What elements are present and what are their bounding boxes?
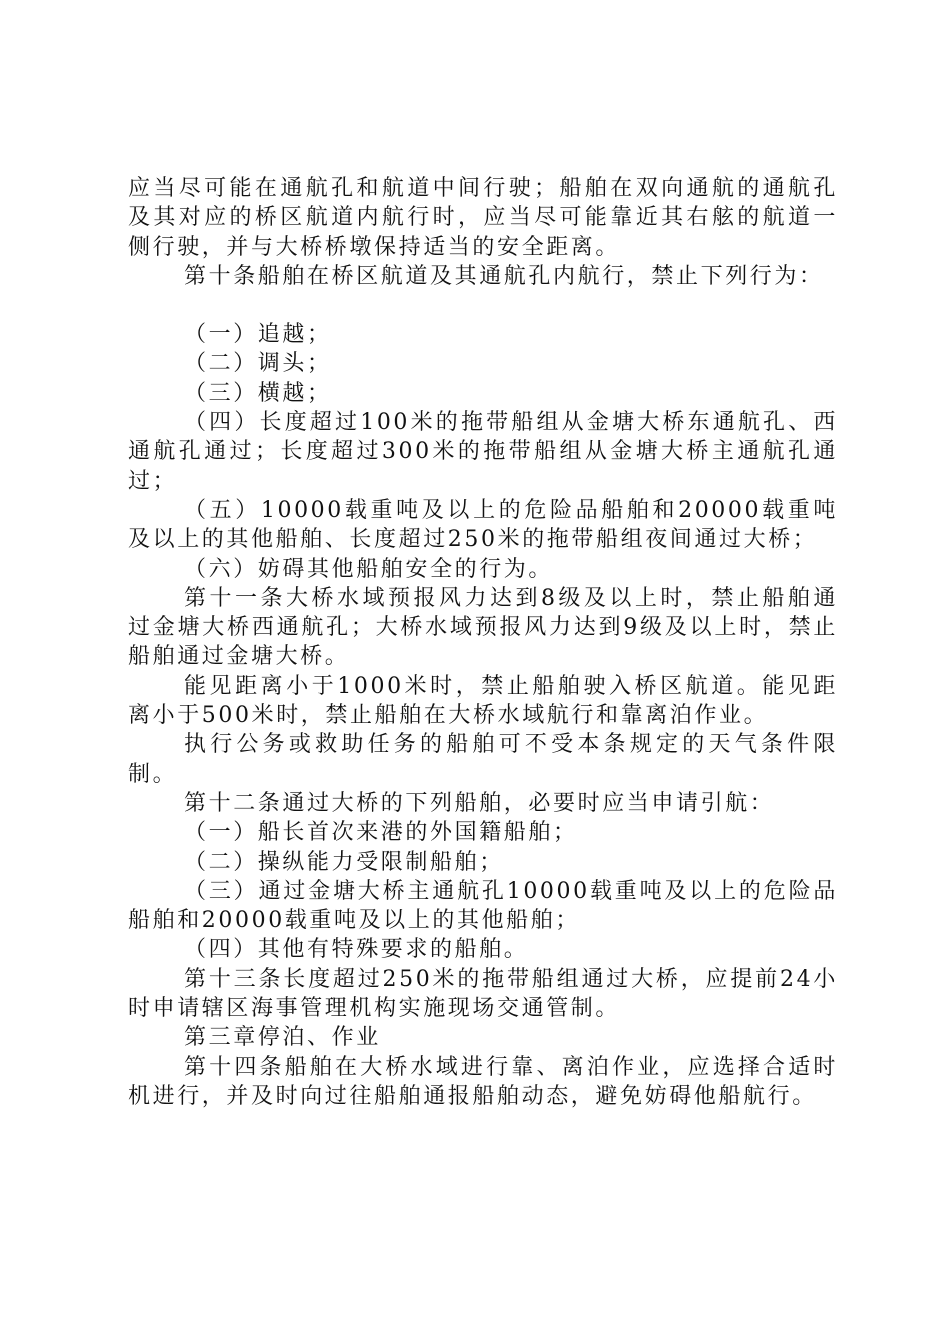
list-item-crossing: （三）横越； bbox=[184, 380, 332, 406]
paragraph-visibility: 能见距离小于1000米时，禁止船舶驶入桥区航道。能见距离小于500米时，禁止船舶在大桥水域航行和靠离泊作业。 bbox=[128, 673, 838, 729]
list-item-overtaking: （一）追越； bbox=[184, 322, 332, 348]
document-body bbox=[128, 174, 838, 1111]
list-item-restricted-ship: （二）操纵能力受限制船舶； bbox=[184, 849, 504, 875]
article-11-wind: 第十一条大桥水域预报风力达到8级及以上时，禁止船舶通过金塘大桥西通航孔；大桥水域预报风力达到9级及以上时，禁止船舶通过金塘大桥。 bbox=[128, 585, 838, 670]
list-item-special-ship: （四）其他有特殊要求的船舶。 bbox=[184, 937, 529, 963]
list-item-large-ship: （三）通过金塘大桥主通航孔10000载重吨及以上的危险品船舶和20000载重吨及以上的其他船舶； bbox=[128, 878, 838, 934]
list-item-tow-length: （四）长度超过100米的拖带船组从金塘大桥东通航孔、西通航孔通过；长度超过300米的拖带船组从金塘大桥主通航孔通过； bbox=[128, 410, 838, 494]
list-item-night-passage: （五）10000载重吨及以上的危险品船舶和20000载重吨及以上的其他船舶、长度超过250米的拖带船组夜间通过大桥； bbox=[128, 497, 838, 553]
article-14-berthing: 第十四条船舶在大桥水域进行靠、离泊作业，应选择合适时机进行，并及时向过往船舶通报船舶动态，避免妨碍他船航行。 bbox=[128, 1054, 838, 1109]
paragraph-navigation-rule: 应当尽可能在通航孔和航道中间行驶；船舶在双向通航的通航孔及其对应的桥区航道内航行时，应当尽可能靠近其右舷的航道一侧行驶，并与大桥桥墩保持适当的安全距离。 bbox=[128, 176, 838, 260]
article-10-heading: 第十条船舶在桥区航道及其通航孔内航行，禁止下列行为： bbox=[184, 263, 824, 289]
blank-line bbox=[128, 291, 838, 320]
list-item-turning: （二）调头； bbox=[184, 351, 332, 377]
list-item-obstruction: （六）妨碍其他船舶安全的行为。 bbox=[184, 556, 554, 582]
paragraph-exemption: 执行公务或救助任务的船舶可不受本条规定的天气条件限制。 bbox=[128, 732, 838, 787]
article-13-traffic-control: 第十三条长度超过250米的拖带船组通过大桥，应提前24小时申请辖区海事管理机构实施现场交通管制。 bbox=[128, 966, 838, 1022]
list-item-foreign-ship: （一）船长首次来港的外国籍船舶； bbox=[184, 820, 578, 846]
article-12-heading: 第十二条通过大桥的下列船舶，必要时应当申请引航： bbox=[184, 790, 775, 816]
chapter-3-heading: 第三章停泊、作业 bbox=[184, 1025, 381, 1051]
